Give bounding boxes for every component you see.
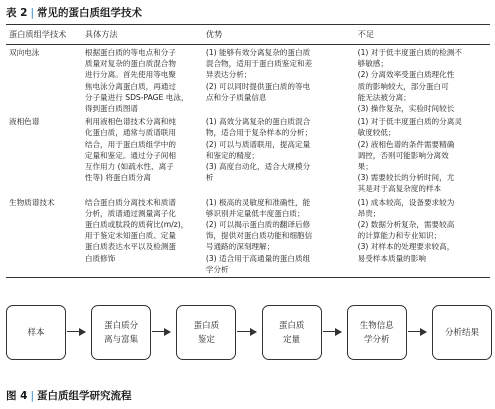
cell-text-line: 饰，提供对蛋白质功能和细胞信	[205, 231, 313, 241]
workflow-arrow	[152, 331, 170, 332]
header-technology: 蛋白质组学技术	[6, 25, 82, 45]
workflow-step-box	[262, 305, 322, 360]
workflow-step-box	[432, 305, 492, 360]
workflow-step-label: 离与富集	[104, 334, 139, 345]
table-label: 表 2	[6, 7, 28, 19]
workflow-step-label: 蛋白质分	[104, 320, 139, 331]
cell-text-line: 异表达分析；	[205, 70, 252, 80]
cell-advantage	[203, 45, 355, 115]
cell-text-line: (3) 需要较长的分析时间，尤	[357, 173, 455, 183]
cell-text-line: 敏度较低；	[357, 128, 396, 138]
cell-text-line: 利用液相色谱技术分离和纯	[84, 117, 176, 127]
workflow-step-label: 定量	[283, 334, 301, 345]
cell-text-line: 用于鉴定未知蛋白质、定量	[84, 231, 176, 241]
cell-advantage	[203, 195, 355, 278]
cell-text-line: 质量对复杂的蛋白质混合物	[84, 59, 176, 69]
cell-text-line: 进行分离。首先使用等电聚	[84, 70, 176, 80]
header-shortcoming: 不足	[355, 25, 490, 45]
cell-text-line: 定量和鉴定。通过分子间相	[84, 150, 176, 160]
cell-text-line: 析	[205, 173, 214, 183]
table-row	[6, 45, 490, 115]
cell-text-line: (3) 对样本的处理要求较高，	[357, 242, 455, 252]
cell-text-line: 焦电泳分离蛋白质，再通过	[84, 81, 176, 91]
cell-text-line: 结合，用于蛋白质组学中的	[84, 139, 176, 149]
workflow-arrow	[323, 331, 341, 332]
cell-text-line: 够识别并定量低丰度蛋白质；	[205, 208, 305, 218]
cell-text-line: 能无法被分离；	[357, 92, 411, 102]
cell-text-line: (2) 可以揭示蛋白质的翻译后修	[205, 220, 311, 230]
cell-text-line: 的计算能力和专业知识；	[357, 231, 442, 241]
cell-technology: 双向电泳	[9, 48, 40, 57]
cell-text-line: (1) 能够有效分离复杂的蛋白质	[205, 48, 311, 57]
cell-text-line: 混合物，适用于蛋白质鉴定和差	[205, 59, 313, 69]
cell-text-line: 蛋白质表达水平以及检测蛋	[84, 242, 176, 252]
workflow-step-box	[6, 305, 66, 360]
cell-text-line: 其是对于高复杂度的样本	[357, 184, 442, 194]
cell-text-line: 质的影响较大，部分蛋白可	[357, 81, 449, 91]
cell-shortcoming	[355, 114, 490, 194]
cell-text-line: 根据蛋白质的等电点和分子	[84, 48, 176, 57]
workflow-arrow	[67, 331, 85, 332]
cell-text-line: (3) 适合用于高通量的蛋白质组	[205, 253, 311, 263]
workflow-diagram	[6, 305, 490, 380]
table-caption	[6, 5, 142, 20]
cell-text-line: (3) 高度自动化，适合大规模分	[205, 162, 311, 172]
cell-text-line: (1) 高效分离复杂的蛋白质混合	[205, 117, 311, 127]
cell-text-line: (2) 液相色谱的条件需要精确	[357, 139, 455, 149]
cell-text-line: (2) 可以与质谱联用，提高定量	[205, 139, 311, 149]
table-row	[6, 195, 490, 278]
figure-title: 蛋白质组学研究流程	[37, 390, 132, 402]
cell-text-line: 性等) 将蛋白质分离	[84, 173, 152, 183]
cell-text-line: 和鉴定的精度；	[205, 150, 260, 160]
cell-technology: 生物质谱技术	[6, 195, 82, 278]
cell-text-line: 调控，否则可能影响分离效	[357, 150, 449, 160]
cell-text-line: 蛋白质或肽段的质荷比(m/z)，	[84, 220, 189, 230]
proteomics-technology-table	[6, 24, 490, 278]
workflow-step-label: 样本	[27, 327, 45, 338]
header-advantage: 优势	[203, 25, 355, 45]
cell-text-line: 点和分子质量信息	[205, 92, 267, 102]
cell-text-line: (3) 操作复杂，实验时间较长	[357, 104, 455, 114]
cell-shortcoming	[355, 195, 490, 278]
table-title: 常见的蛋白质组学技术	[37, 7, 143, 19]
table-row	[6, 114, 490, 194]
cell-text-line: (1) 极高的灵敏度和准确性，能	[205, 197, 311, 207]
cell-method	[82, 45, 203, 115]
cell-text-line: 号通路的深刻理解；	[205, 242, 275, 252]
workflow-arrow	[408, 331, 426, 332]
workflow-arrow	[237, 331, 255, 332]
cell-text-line: 易受样本质量的影响	[357, 253, 426, 263]
cell-text-line: (2) 可以同时提供蛋白质的等电	[205, 81, 311, 91]
cell-text-line: (1) 成本较高，设备要求较为	[357, 197, 455, 207]
figure-caption	[6, 388, 132, 403]
cell-text-line: 够敏感；	[357, 59, 388, 69]
figure-label: 图 4	[6, 390, 28, 402]
cell-text-line: 物，适合用于复杂样本的分析；	[205, 128, 313, 138]
cell-text-line: (2) 数据分析复杂，需要较高	[357, 220, 455, 230]
cell-method	[82, 195, 203, 278]
cell-technology: 液相色谱	[9, 117, 40, 127]
workflow-step-label: 分析结果	[444, 327, 479, 338]
caption-separator: |	[30, 390, 35, 402]
cell-text-line: 互作用力 (如疏水性、离子	[84, 162, 174, 172]
cell-text-line: 果；	[357, 162, 373, 172]
cell-text-line: 学分析	[205, 264, 229, 274]
cell-text-line: (2) 分离效率受蛋白质理化性	[357, 70, 455, 80]
cell-shortcoming	[355, 45, 490, 115]
cell-text-line: 昂贵；	[357, 208, 381, 218]
workflow-step-box	[91, 305, 151, 360]
cell-text-line: 化蛋白质，通常与质谱联用	[84, 128, 176, 138]
cell-text-line: (1) 对于低丰度蛋白质的检测不	[357, 48, 462, 57]
header-method: 具体方法	[82, 25, 203, 45]
workflow-step-label: 蛋白质	[278, 320, 305, 331]
cell-text-line: (1) 对于低丰度蛋白质的分离灵	[357, 117, 462, 127]
caption-separator: |	[30, 7, 35, 19]
cell-text-line: 分析，质谱通过测量离子化	[84, 208, 176, 218]
cell-text-line: 白质修饰	[84, 253, 116, 263]
workflow-step-label: 蛋白质	[193, 320, 220, 331]
cell-method	[82, 114, 203, 194]
cell-text-line: 得到蛋白质图谱	[84, 104, 139, 114]
workflow-step-label: 生物信息	[359, 320, 394, 331]
workflow-step-label: 学分析	[364, 334, 390, 345]
workflow-step-label: 鉴定	[197, 334, 215, 345]
workflow-step-box	[347, 305, 407, 360]
cell-advantage	[203, 114, 355, 194]
workflow-step-box	[176, 305, 236, 360]
cell-text-line: 结合蛋白质分离技术和质谱	[84, 197, 176, 207]
table-header-row	[6, 25, 490, 45]
cell-text-line: 分子量进行 SDS-PAGE 电泳，	[84, 92, 189, 102]
